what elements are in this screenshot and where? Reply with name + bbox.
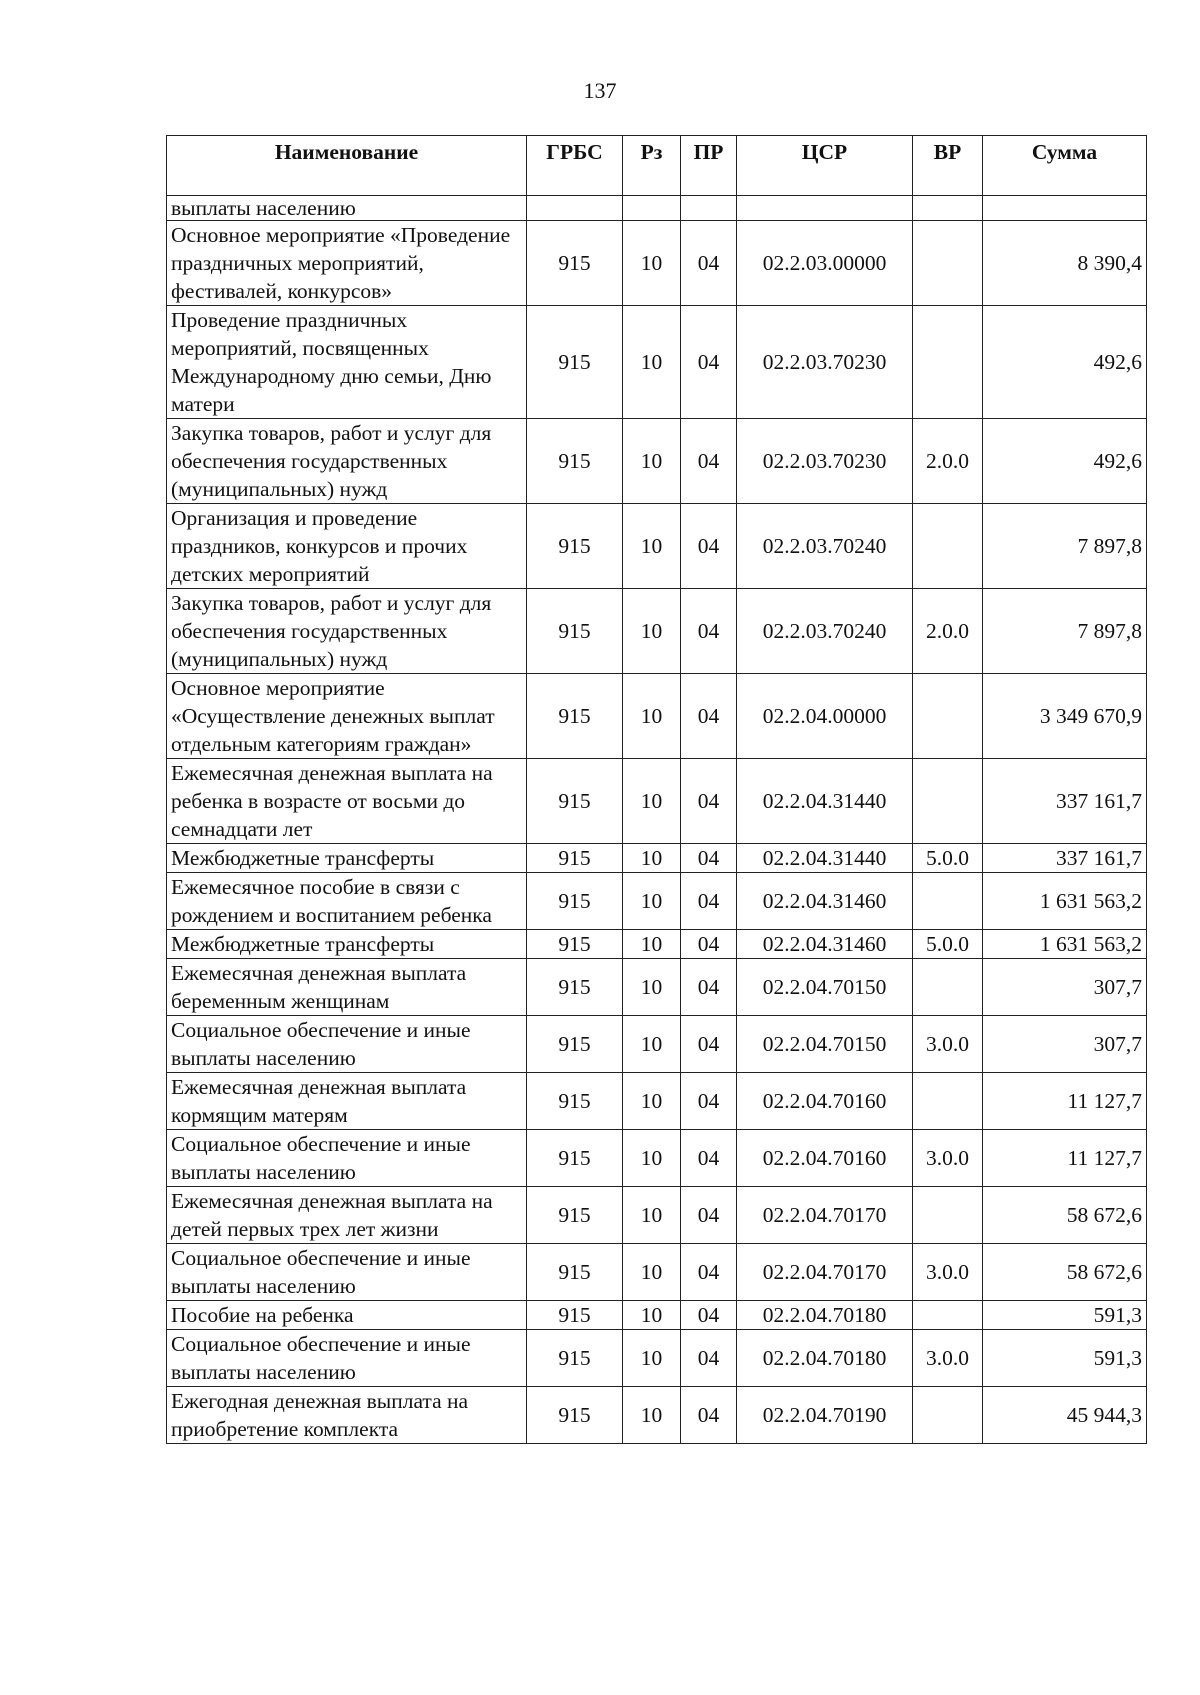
cell-csr: 02.2.03.70230 bbox=[737, 419, 913, 504]
table-row bbox=[167, 844, 1147, 873]
cell-grbs: 915 bbox=[527, 873, 623, 930]
cell-vr bbox=[913, 1187, 983, 1244]
cell-grbs: 915 bbox=[527, 419, 623, 504]
cell-grbs bbox=[527, 196, 623, 221]
cell-name: Социальное обеспечение и иные выплаты населению bbox=[167, 1016, 527, 1073]
cell-sum: 8 390,4 bbox=[983, 221, 1147, 306]
cell-sum: 337 161,7 bbox=[983, 844, 1147, 873]
cell-grbs: 915 bbox=[527, 1387, 623, 1444]
cell-sum: 45 944,3 bbox=[983, 1387, 1147, 1444]
header-csr: ЦСР bbox=[737, 136, 913, 196]
cell-grbs: 915 bbox=[527, 1016, 623, 1073]
table-row bbox=[167, 1016, 1147, 1073]
table-row bbox=[167, 196, 1147, 221]
cell-rz: 10 bbox=[623, 1016, 681, 1073]
cell-rz: 10 bbox=[623, 1073, 681, 1130]
cell-sum: 58 672,6 bbox=[983, 1244, 1147, 1301]
cell-vr: 3.0.0 bbox=[913, 1130, 983, 1187]
cell-grbs: 915 bbox=[527, 674, 623, 759]
cell-rz: 10 bbox=[623, 959, 681, 1016]
cell-csr: 02.2.03.00000 bbox=[737, 221, 913, 306]
cell-csr: 02.2.03.70240 bbox=[737, 504, 913, 589]
cell-csr: 02.2.04.70190 bbox=[737, 1387, 913, 1444]
cell-name: Ежемесячная денежная выплата кормящим матерям bbox=[167, 1073, 527, 1130]
cell-rz: 10 bbox=[623, 1301, 681, 1330]
cell-pr: 04 bbox=[681, 504, 737, 589]
cell-rz: 10 bbox=[623, 1387, 681, 1444]
cell-sum bbox=[983, 196, 1147, 221]
cell-grbs: 915 bbox=[527, 1130, 623, 1187]
cell-sum: 492,6 bbox=[983, 306, 1147, 419]
header-pr: ПР bbox=[681, 136, 737, 196]
cell-csr: 02.2.04.00000 bbox=[737, 674, 913, 759]
cell-csr: 02.2.04.31460 bbox=[737, 930, 913, 959]
cell-name: Основное мероприятие «Осуществление денежных выплат отдельным категориям граждан» bbox=[167, 674, 527, 759]
table-row bbox=[167, 306, 1147, 419]
cell-vr: 5.0.0 bbox=[913, 844, 983, 873]
cell-grbs: 915 bbox=[527, 504, 623, 589]
table-row bbox=[167, 1187, 1147, 1244]
cell-csr: 02.2.04.31440 bbox=[737, 759, 913, 844]
cell-grbs: 915 bbox=[527, 1330, 623, 1387]
table-row bbox=[167, 221, 1147, 306]
table-row bbox=[167, 1387, 1147, 1444]
cell-vr bbox=[913, 306, 983, 419]
cell-name: Ежегодная денежная выплата на приобретение комплекта bbox=[167, 1387, 527, 1444]
cell-pr: 04 bbox=[681, 1187, 737, 1244]
table-row bbox=[167, 873, 1147, 930]
cell-rz bbox=[623, 196, 681, 221]
cell-csr: 02.2.04.70160 bbox=[737, 1073, 913, 1130]
cell-vr: 3.0.0 bbox=[913, 1016, 983, 1073]
cell-csr: 02.2.03.70240 bbox=[737, 589, 913, 674]
cell-name: Межбюджетные трансферты bbox=[167, 844, 527, 873]
cell-rz: 10 bbox=[623, 306, 681, 419]
cell-rz: 10 bbox=[623, 504, 681, 589]
cell-sum: 337 161,7 bbox=[983, 759, 1147, 844]
cell-rz: 10 bbox=[623, 1244, 681, 1301]
cell-csr: 02.2.04.70170 bbox=[737, 1244, 913, 1301]
cell-sum: 591,3 bbox=[983, 1301, 1147, 1330]
cell-grbs: 915 bbox=[527, 1073, 623, 1130]
cell-name: Социальное обеспечение и иные выплаты населению bbox=[167, 1244, 527, 1301]
cell-sum: 7 897,8 bbox=[983, 589, 1147, 674]
cell-grbs: 915 bbox=[527, 1244, 623, 1301]
cell-csr bbox=[737, 196, 913, 221]
cell-name: Проведение праздничных мероприятий, посвященных Международному дню семьи, Дню матери bbox=[167, 306, 527, 419]
cell-rz: 10 bbox=[623, 873, 681, 930]
table-row bbox=[167, 1130, 1147, 1187]
cell-pr: 04 bbox=[681, 873, 737, 930]
cell-pr: 04 bbox=[681, 844, 737, 873]
cell-csr: 02.2.04.70160 bbox=[737, 1130, 913, 1187]
cell-pr: 04 bbox=[681, 419, 737, 504]
cell-sum: 7 897,8 bbox=[983, 504, 1147, 589]
cell-pr: 04 bbox=[681, 1387, 737, 1444]
cell-pr: 04 bbox=[681, 1244, 737, 1301]
table-row bbox=[167, 589, 1147, 674]
header-grbs: ГРБС bbox=[527, 136, 623, 196]
cell-pr: 04 bbox=[681, 930, 737, 959]
budget-table bbox=[166, 135, 1147, 1444]
cell-rz: 10 bbox=[623, 759, 681, 844]
cell-rz: 10 bbox=[623, 1330, 681, 1387]
header-rz: Рз bbox=[623, 136, 681, 196]
cell-sum: 1 631 563,2 bbox=[983, 873, 1147, 930]
table-body bbox=[167, 196, 1147, 1444]
cell-grbs: 915 bbox=[527, 221, 623, 306]
cell-vr bbox=[913, 959, 983, 1016]
cell-vr: 2.0.0 bbox=[913, 589, 983, 674]
header-name: Наименование bbox=[167, 136, 527, 196]
cell-name: Социальное обеспечение и иные выплаты населению bbox=[167, 1330, 527, 1387]
cell-pr: 04 bbox=[681, 589, 737, 674]
cell-rz: 10 bbox=[623, 221, 681, 306]
cell-pr: 04 bbox=[681, 1330, 737, 1387]
cell-sum: 3 349 670,9 bbox=[983, 674, 1147, 759]
cell-grbs: 915 bbox=[527, 306, 623, 419]
table-row bbox=[167, 419, 1147, 504]
cell-vr bbox=[913, 1301, 983, 1330]
cell-csr: 02.2.04.31440 bbox=[737, 844, 913, 873]
header-sum: Сумма bbox=[983, 136, 1147, 196]
cell-vr: 5.0.0 bbox=[913, 930, 983, 959]
cell-pr: 04 bbox=[681, 306, 737, 419]
page-number: 137 bbox=[583, 78, 617, 103]
cell-sum: 307,7 bbox=[983, 1016, 1147, 1073]
cell-vr bbox=[913, 873, 983, 930]
cell-name: Организация и проведение праздников, конкурсов и прочих детских мероприятий bbox=[167, 504, 527, 589]
cell-rz: 10 bbox=[623, 1187, 681, 1244]
table-row bbox=[167, 1073, 1147, 1130]
cell-pr: 04 bbox=[681, 674, 737, 759]
cell-sum: 11 127,7 bbox=[983, 1073, 1147, 1130]
cell-csr: 02.2.04.70150 bbox=[737, 959, 913, 1016]
cell-name: Ежемесячная денежная выплата беременным женщинам bbox=[167, 959, 527, 1016]
table-row bbox=[167, 930, 1147, 959]
cell-pr bbox=[681, 196, 737, 221]
cell-sum: 11 127,7 bbox=[983, 1130, 1147, 1187]
header-vr: ВР bbox=[913, 136, 983, 196]
table-row bbox=[167, 959, 1147, 1016]
cell-csr: 02.2.04.70150 bbox=[737, 1016, 913, 1073]
cell-name: Ежемесячная денежная выплата на детей первых трех лет жизни bbox=[167, 1187, 527, 1244]
cell-name: Ежемесячная денежная выплата на ребенка в возрасте от восьми до семнадцати лет bbox=[167, 759, 527, 844]
cell-pr: 04 bbox=[681, 1301, 737, 1330]
cell-vr: 3.0.0 bbox=[913, 1244, 983, 1301]
table-header-row bbox=[167, 136, 1147, 196]
cell-sum: 591,3 bbox=[983, 1330, 1147, 1387]
table-row bbox=[167, 1301, 1147, 1330]
cell-grbs: 915 bbox=[527, 930, 623, 959]
cell-grbs: 915 bbox=[527, 1187, 623, 1244]
cell-name: Основное мероприятие «Проведение праздничных мероприятий, фестивалей, конкурсов» bbox=[167, 221, 527, 306]
cell-name: Пособие на ребенка bbox=[167, 1301, 527, 1330]
cell-rz: 10 bbox=[623, 930, 681, 959]
cell-rz: 10 bbox=[623, 419, 681, 504]
cell-vr: 3.0.0 bbox=[913, 1330, 983, 1387]
cell-sum: 307,7 bbox=[983, 959, 1147, 1016]
cell-sum: 492,6 bbox=[983, 419, 1147, 504]
cell-name: выплаты населению bbox=[167, 196, 527, 221]
table-row bbox=[167, 674, 1147, 759]
cell-name: Социальное обеспечение и иные выплаты населению bbox=[167, 1130, 527, 1187]
cell-grbs: 915 bbox=[527, 844, 623, 873]
cell-grbs: 915 bbox=[527, 759, 623, 844]
cell-grbs: 915 bbox=[527, 589, 623, 674]
cell-vr bbox=[913, 196, 983, 221]
table-row bbox=[167, 504, 1147, 589]
cell-vr bbox=[913, 674, 983, 759]
cell-name: Ежемесячное пособие в связи с рождением и воспитанием ребенка bbox=[167, 873, 527, 930]
cell-sum: 58 672,6 bbox=[983, 1187, 1147, 1244]
cell-grbs: 915 bbox=[527, 959, 623, 1016]
cell-vr bbox=[913, 759, 983, 844]
cell-rz: 10 bbox=[623, 1130, 681, 1187]
table-row bbox=[167, 759, 1147, 844]
cell-csr: 02.2.04.70170 bbox=[737, 1187, 913, 1244]
cell-pr: 04 bbox=[681, 1073, 737, 1130]
cell-pr: 04 bbox=[681, 1016, 737, 1073]
cell-rz: 10 bbox=[623, 844, 681, 873]
cell-rz: 10 bbox=[623, 589, 681, 674]
cell-vr bbox=[913, 504, 983, 589]
cell-pr: 04 bbox=[681, 1130, 737, 1187]
cell-pr: 04 bbox=[681, 759, 737, 844]
cell-rz: 10 bbox=[623, 674, 681, 759]
table-row bbox=[167, 1330, 1147, 1387]
cell-pr: 04 bbox=[681, 221, 737, 306]
cell-csr: 02.2.03.70230 bbox=[737, 306, 913, 419]
cell-sum: 1 631 563,2 bbox=[983, 930, 1147, 959]
cell-name: Закупка товаров, работ и услуг для обеспечения государственных (муниципальных) нужд bbox=[167, 589, 527, 674]
cell-name: Межбюджетные трансферты bbox=[167, 930, 527, 959]
table-row bbox=[167, 1244, 1147, 1301]
cell-vr bbox=[913, 1387, 983, 1444]
cell-name: Закупка товаров, работ и услуг для обеспечения государственных (муниципальных) нужд bbox=[167, 419, 527, 504]
cell-vr bbox=[913, 221, 983, 306]
cell-vr: 2.0.0 bbox=[913, 419, 983, 504]
cell-csr: 02.2.04.31460 bbox=[737, 873, 913, 930]
cell-grbs: 915 bbox=[527, 1301, 623, 1330]
cell-pr: 04 bbox=[681, 959, 737, 1016]
cell-csr: 02.2.04.70180 bbox=[737, 1301, 913, 1330]
cell-vr bbox=[913, 1073, 983, 1130]
cell-csr: 02.2.04.70180 bbox=[737, 1330, 913, 1387]
